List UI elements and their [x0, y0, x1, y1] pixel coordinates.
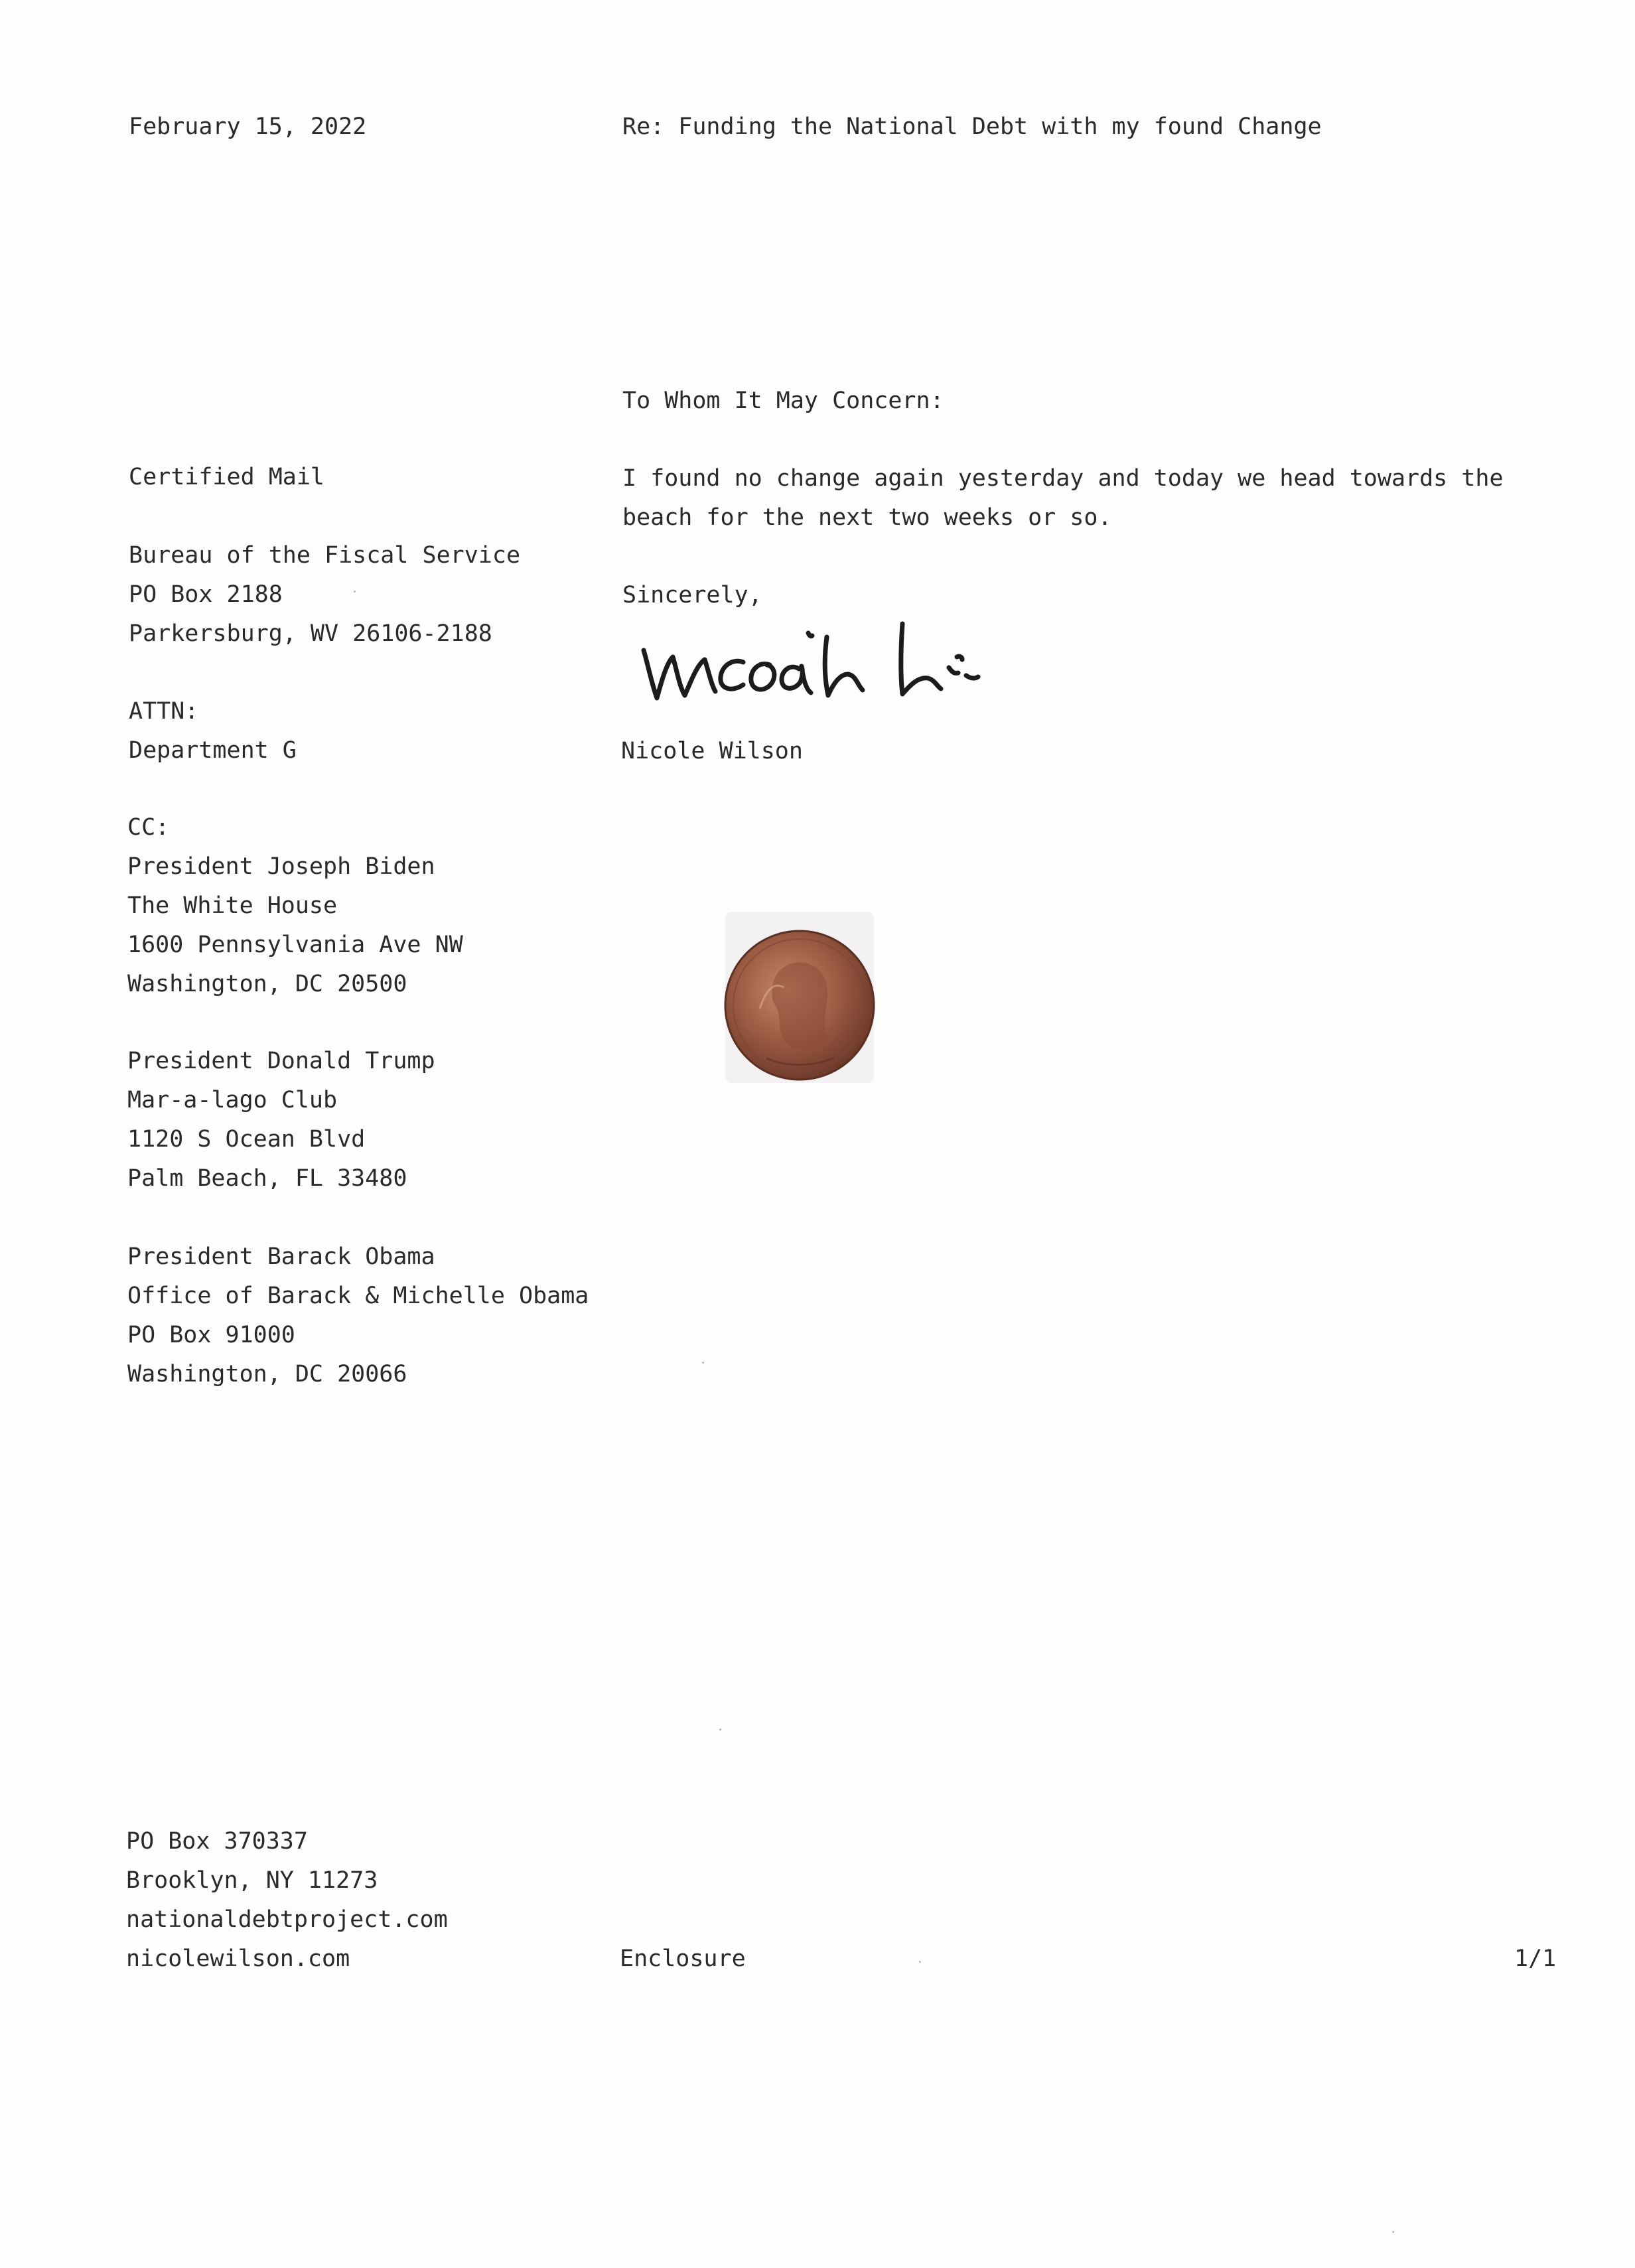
scan-speck — [1392, 2231, 1394, 2233]
cc-line: The White House — [127, 892, 338, 919]
salutation: To Whom It May Concern: — [622, 388, 944, 414]
cc-recipient-obama — [127, 1238, 589, 1394]
address-line: Parkersburg, WV 26106-2188 — [129, 620, 492, 647]
cc-line: President Joseph Biden — [127, 853, 435, 880]
cc-line: President Donald Trump — [127, 1048, 435, 1074]
attention-value: Department G — [129, 737, 297, 764]
cc-block — [127, 808, 463, 1004]
scan-speck — [719, 1729, 721, 1731]
enclosure-label: Enclosure — [620, 1946, 746, 1972]
scan-speck — [702, 1362, 704, 1364]
handwritten-signature — [637, 610, 1009, 710]
footer-link[interactable]: nationaldebtproject.com — [126, 1906, 448, 1933]
cc-line: 1120 S Ocean Blvd — [127, 1126, 366, 1153]
attention-block — [129, 692, 297, 770]
footer-address — [126, 1822, 448, 1979]
letter-body — [622, 459, 1504, 537]
cc-line: Washington, DC 20066 — [127, 1361, 407, 1387]
address-line: Bureau of the Fiscal Service — [129, 542, 521, 569]
address-line: PO Box 2188 — [129, 581, 283, 608]
cc-recipient-trump — [127, 1042, 435, 1198]
cc-line: President Barack Obama — [127, 1243, 435, 1270]
body-line: I found no change again yesterday and today we head towards the — [622, 465, 1504, 492]
scan-speck — [354, 591, 356, 593]
attention-label: ATTN: — [129, 698, 199, 725]
footer-line: Brooklyn, NY 11273 — [126, 1867, 378, 1894]
cc-label: CC: — [127, 814, 170, 841]
scan-speck — [919, 1961, 921, 1963]
cc-line: PO Box 91000 — [127, 1322, 295, 1348]
penny-coin — [720, 909, 879, 1088]
footer-link[interactable]: nicolewilson.com — [126, 1946, 350, 1972]
cc-line: Washington, DC 20500 — [127, 971, 407, 997]
recipient-address — [129, 536, 520, 654]
cc-line: Office of Barack & Michelle Obama — [127, 1283, 589, 1309]
cc-line: Palm Beach, FL 33480 — [127, 1165, 407, 1192]
mail-type: Certified Mail — [129, 464, 325, 490]
footer-line: PO Box 370337 — [126, 1828, 308, 1855]
cc-line: Mar-a-lago Club — [127, 1087, 338, 1113]
letter-date: February 15, 2022 — [129, 113, 367, 140]
cc-line: 1600 Pennsylvania Ave NW — [127, 932, 463, 958]
sender-name: Nicole Wilson — [621, 738, 803, 764]
page-number: 1/1 — [1514, 1946, 1557, 1972]
letter-subject: Re: Funding the National Debt with my found Change — [622, 113, 1322, 140]
body-line: beach for the next two weeks or so. — [622, 504, 1112, 531]
closing: Sincerely, — [622, 582, 762, 608]
